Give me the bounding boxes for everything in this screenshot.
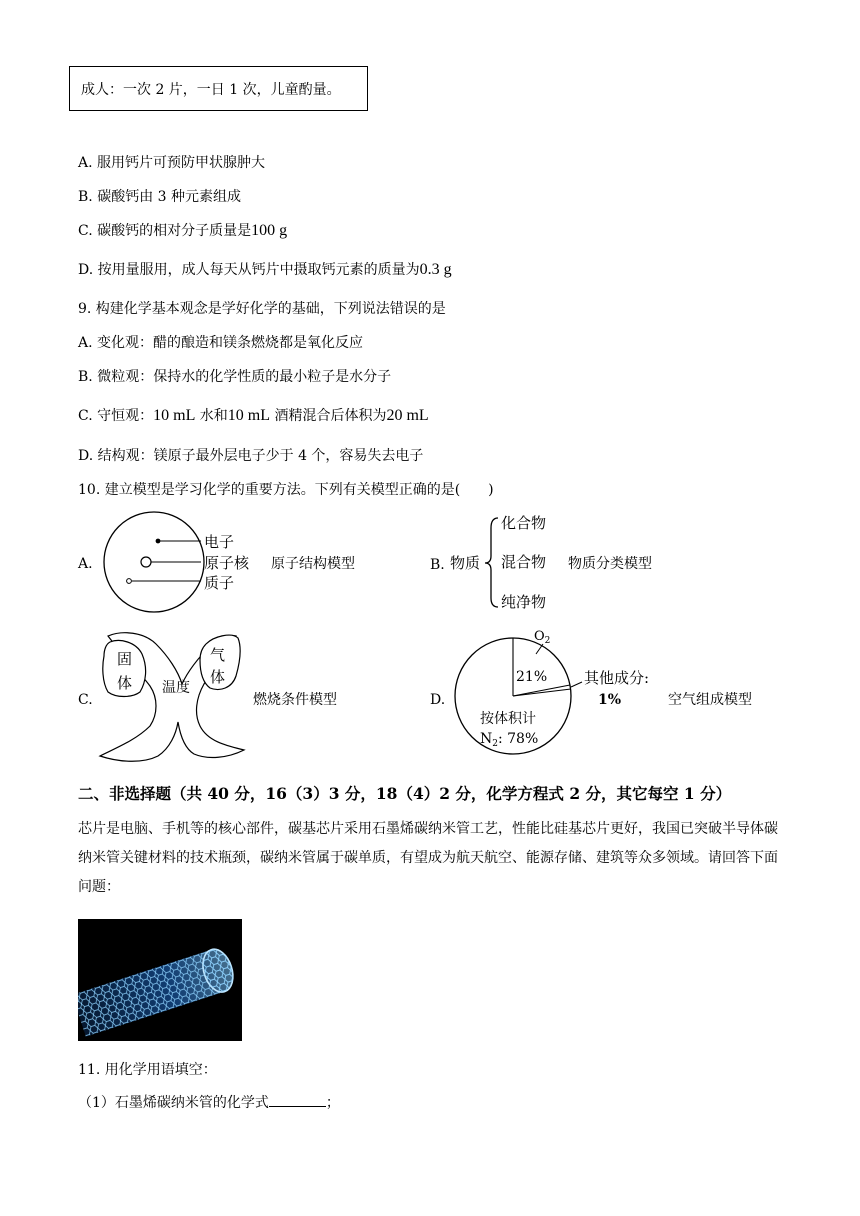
q9-option-c-mid2: 酒精混合后体积为 <box>274 408 387 424</box>
q10-option-b-label: B. <box>430 557 445 573</box>
q10-option-c-caption: 燃烧条件模型 <box>253 692 337 708</box>
solid-char-1: 固 <box>117 650 133 668</box>
brace-bracket <box>485 518 498 607</box>
q11-sub1-end: ； <box>325 1095 340 1111</box>
proton-dot <box>127 579 132 584</box>
classification-diagram <box>450 508 565 618</box>
q10-option-a-caption: 原子结构模型 <box>271 556 355 572</box>
mixture-label: 混合物 <box>501 553 547 571</box>
section-two-heading: 二、非选择题（共 40 分，16（3）3 分，18（4）2 分，化学方程式 2 分，其它每空 1 分） <box>78 784 732 803</box>
compound-label: 化合物 <box>501 514 547 532</box>
combustion-diagram <box>96 626 246 766</box>
substance-label: 物质 <box>450 554 481 572</box>
o2-label: $O_2$ <box>534 629 551 646</box>
gas-char-2: 体 <box>210 668 226 686</box>
o2-percent: 21% <box>516 669 548 685</box>
carbon-nanotube-image <box>78 919 242 1041</box>
q9-volume-water: 10 mL <box>153 407 196 424</box>
q8-option-c-text: C. 碳酸钙的相对分子质量是 <box>78 223 252 239</box>
q10-option-d-label: D. <box>430 692 446 708</box>
q8-option-c-value: 100 g <box>251 222 288 239</box>
other-pointer <box>571 682 582 687</box>
q9-option-d: D. 结构观：镁原子最外层电子少于 4 个，容易失去电子 <box>78 448 424 464</box>
q11-sub1-text: （1）石墨烯碳纳米管的化学式 <box>78 1095 269 1111</box>
q10-stem: 10. 建立模型是学习化学的重要方法。下列有关模型正确的是( ) <box>78 482 494 498</box>
other-label: 其他成分: <box>584 669 650 687</box>
q10-option-b-caption: 物质分类模型 <box>568 556 652 572</box>
nucleus-label: 原子核 <box>204 554 250 572</box>
q8-option-d-value: 0.3 g <box>419 261 452 278</box>
atom-model-diagram <box>96 510 276 615</box>
electron-label: 电子 <box>204 533 235 551</box>
n2-label: $N_2$: 78% <box>480 731 539 749</box>
answer-blank[interactable] <box>269 1092 326 1107</box>
q10-option-a-label: A. <box>78 556 93 572</box>
q9-stem: 9. 构建化学基本观念是学好化学的基础，下列说法错误的是 <box>78 301 446 317</box>
q10-option-d-caption: 空气组成模型 <box>668 692 752 708</box>
q8-option-c <box>78 221 287 241</box>
solid-char-2: 体 <box>117 674 133 692</box>
q9-option-a: A. 变化观：醋的酿造和镁条燃烧都是氧化反应 <box>78 335 364 351</box>
proton-label: 质子 <box>204 574 235 592</box>
q9-option-c-prefix: C. 守恒观： <box>78 408 154 424</box>
temperature-label: 温度 <box>162 680 190 696</box>
q11-stem: 11. 用化学用语填空： <box>78 1062 217 1078</box>
basis-label: 按体积计 <box>480 711 536 727</box>
chip-passage: 芯片是电脑、手机等的核心部件，碳基芯片采用石墨烯碳纳米管工艺，性能比硅基芯片更好，我国已突破半导体碳纳米管关键材料的技术瓶颈，碳纳米管属于碳单质，有望成为航天航空、能源存储、建筑等众多领域。请回答下面问题： <box>78 821 778 895</box>
q8-option-d-text: D. 按用量服用，成人每天从钙片中摄取钙元素的质量为 <box>78 262 420 278</box>
q9-volume-total: 20 mL <box>386 407 429 424</box>
dosage-box <box>69 66 368 111</box>
other-percent: 1% <box>598 692 622 708</box>
nucleus-circle <box>141 557 151 567</box>
q8-option-d <box>78 260 452 280</box>
air-composition-pie <box>450 626 660 761</box>
o2-pointer <box>536 644 543 654</box>
q10-option-c-label: C. <box>78 692 93 708</box>
pure-substance-label: 纯净物 <box>501 593 547 611</box>
electron-dot <box>156 539 161 544</box>
q9-option-c-mid1: 水和 <box>199 408 228 424</box>
q9-option-c <box>78 406 429 426</box>
gas-char-1: 气 <box>210 646 226 664</box>
q8-option-b: B. 碳酸钙由 3 种元素组成 <box>78 189 241 205</box>
dosage-text: 成人：一次 2 片，一日 1 次，儿童酌量。 <box>81 82 341 98</box>
q11-sub1 <box>78 1092 340 1113</box>
q8-option-a: A. 服用钙片可预防甲状腺肿大 <box>78 155 266 171</box>
q9-volume-alcohol: 10 mL <box>227 407 271 424</box>
q9-option-b: B. 微粒观：保持水的化学性质的最小粒子是水分子 <box>78 369 392 385</box>
